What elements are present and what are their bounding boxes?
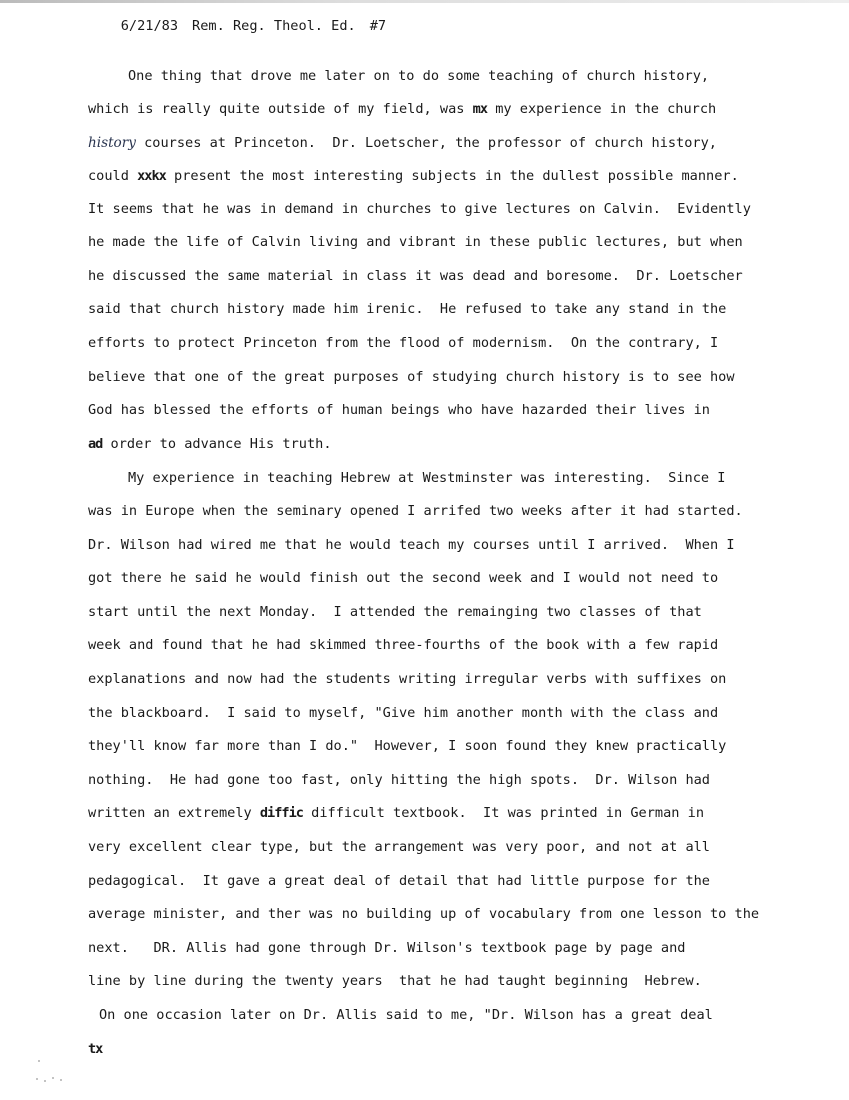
text-line [88, 99, 716, 119]
text-line: pedagogical. It gave a great deal of detail that had little purpose for the [88, 873, 710, 889]
text-line: was in Europe when the seminary opened I arrifed two weeks after it had started. [88, 503, 743, 519]
text-line: start until the next Monday. I attended the remainging two classes of that [88, 604, 702, 620]
text-line: they'll know far more than I do." However, I soon found they knew practically [88, 738, 727, 754]
text-line [88, 166, 739, 186]
struck-text: ad [88, 436, 103, 452]
scan-speck [36, 1078, 38, 1080]
text-line: said that church history made him irenic. He refused to take any stand in the [88, 301, 727, 317]
text-line: average minister, and ther was no building up of vocabulary from one lesson to the [88, 906, 760, 922]
text-segment: courses at Princeton. Dr. Loetscher, the professor of church history, [135, 135, 717, 151]
text-segment: could [88, 168, 138, 184]
scan-speck [44, 1080, 46, 1082]
struck-text: mx [472, 101, 488, 117]
text-line [88, 803, 704, 823]
text-line: explanations and now had the students writing irregular verbs with suffixes on [88, 671, 727, 687]
scan-speck [38, 1060, 40, 1062]
page-header [88, 2, 400, 50]
text-line [88, 434, 332, 454]
header-title: Rem. Reg. Theol. Ed. [192, 18, 356, 34]
struck-text: xxkx [137, 168, 166, 184]
text-line: next. DR. Allis had gone through Dr. Wilson's textbook page by page and [88, 940, 686, 956]
handwritten-correction: history [88, 135, 136, 151]
scan-speck [60, 1079, 62, 1081]
scan-speck [52, 1077, 54, 1079]
text-line: very excellent clear type, but the arrangement was very poor, and not at all [88, 839, 710, 855]
footer-fragment [88, 1039, 102, 1059]
text-segment: difficult textbook. It was printed in German in [302, 805, 705, 821]
text-segment: present the most interesting subjects in the dullest possible manner. [165, 168, 739, 184]
text-line [88, 133, 717, 153]
text-line: efforts to protect Princeton from the flood of modernism. On the contrary, I [88, 335, 719, 351]
text-line: God has blessed the efforts of human beings who have hazarded their lives in [88, 402, 710, 418]
struck-text: diffic [259, 805, 303, 821]
text-line: believe that one of the great purposes of studying church history is to see how [88, 369, 735, 385]
text-line: nothing. He had gone too fast, only hitting the high spots. Dr. Wilson had [88, 772, 710, 788]
text-line: One thing that drove me later on to do some teaching of church history, [128, 68, 710, 84]
text-line: line by line during the twenty years that he had taught beginning Hebrew. [88, 973, 702, 989]
text-segment: written an extremely [88, 805, 260, 821]
text-line: On one occasion later on Dr. Allis said to me, "Dr. Wilson has a great deal [99, 1007, 713, 1023]
text-line: he discussed the same material in class it was dead and boresome. Dr. Loetscher [88, 268, 743, 284]
text-segment: which is really quite outside of my field, was [88, 101, 473, 117]
header-date: 6/21/83 [120, 18, 179, 34]
text-line: got there he said he would finish out the second week and I would not need to [88, 570, 719, 586]
text-line: My experience in teaching Hebrew at Westminster was interesting. Since I [128, 470, 726, 486]
text-line: It seems that he was in demand in churches to give lectures on Calvin. Evidently [88, 201, 751, 217]
text-segment: my experience in the church [487, 101, 717, 117]
struck-text: tx [88, 1041, 103, 1057]
header-page-number: #7 [369, 18, 387, 34]
text-line: week and found that he had skimmed three-fourths of the book with a few rapid [88, 637, 719, 653]
text-line: Dr. Wilson had wired me that he would teach my courses until I arrived. When I [88, 537, 735, 553]
text-segment: order to advance His truth. [102, 436, 332, 452]
text-line: the blackboard. I said to myself, "Give him another month with the class and [88, 705, 719, 721]
text-line: he made the life of Calvin living and vibrant in these public lectures, but when [88, 234, 743, 250]
